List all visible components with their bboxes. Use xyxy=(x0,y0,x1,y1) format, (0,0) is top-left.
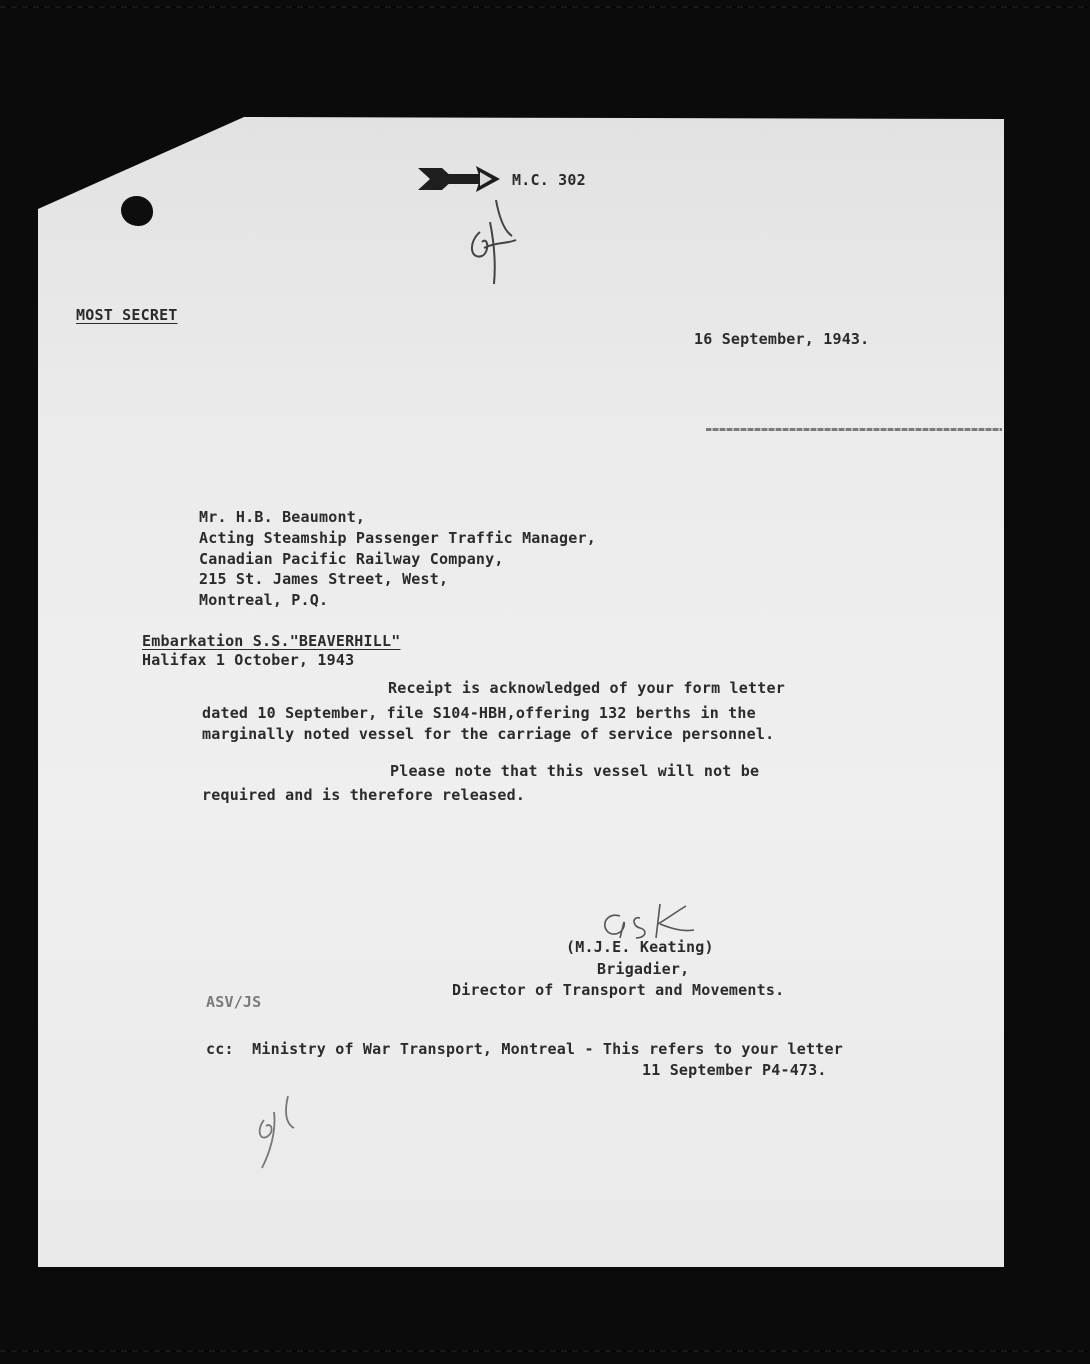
letter-date: 16 September, 1943. xyxy=(694,330,870,348)
body-text: marginally noted vessel for the carriage of service personnel. xyxy=(202,725,775,743)
file-reference: M.C. 302 xyxy=(512,171,586,189)
punch-hole xyxy=(121,196,153,226)
subject-line: Halifax 1 October, 1943 xyxy=(142,651,355,669)
recipient-line: Mr. H.B. Beaumont, xyxy=(199,508,366,526)
recipient-line: Canadian Pacific Railway Company, xyxy=(199,550,504,568)
body-text: required and is therefore released. xyxy=(202,786,526,804)
cc-line: cc: Ministry of War Transport, Montreal - This refers to your letter xyxy=(206,1040,843,1058)
subject-line: Embarkation S.S."BEAVERHILL" xyxy=(142,632,401,650)
classification-marking: MOST SECRET xyxy=(76,306,178,324)
signatory-title: Director of Transport and Movements. xyxy=(452,981,785,999)
paper-fold-edge xyxy=(706,428,1002,431)
recipient-line: Acting Steamship Passenger Traffic Manager, xyxy=(199,529,596,547)
handwritten-initials-top xyxy=(460,192,520,292)
handwritten-initials-bottom xyxy=(250,1092,300,1174)
recipient-line: 215 St. James Street, West, xyxy=(199,570,449,588)
recipient-line: Montreal, P.Q. xyxy=(199,591,329,609)
cc-line: 11 September P4-473. xyxy=(642,1061,827,1079)
body-text: Please note that this vessel will not be xyxy=(390,762,760,780)
film-border-bottom xyxy=(0,1350,1090,1352)
reference-initials: ASV/JS xyxy=(206,993,262,1011)
body-text: Receipt is acknowledged of your form letter xyxy=(388,679,785,697)
body-text: dated 10 September, file S104-HBH,offering 132 berths in the xyxy=(202,704,756,722)
film-border-top xyxy=(0,6,1090,8)
signatory-rank: Brigadier, xyxy=(597,960,690,978)
signatory-name: (M.J.E. Keating) xyxy=(566,938,714,956)
